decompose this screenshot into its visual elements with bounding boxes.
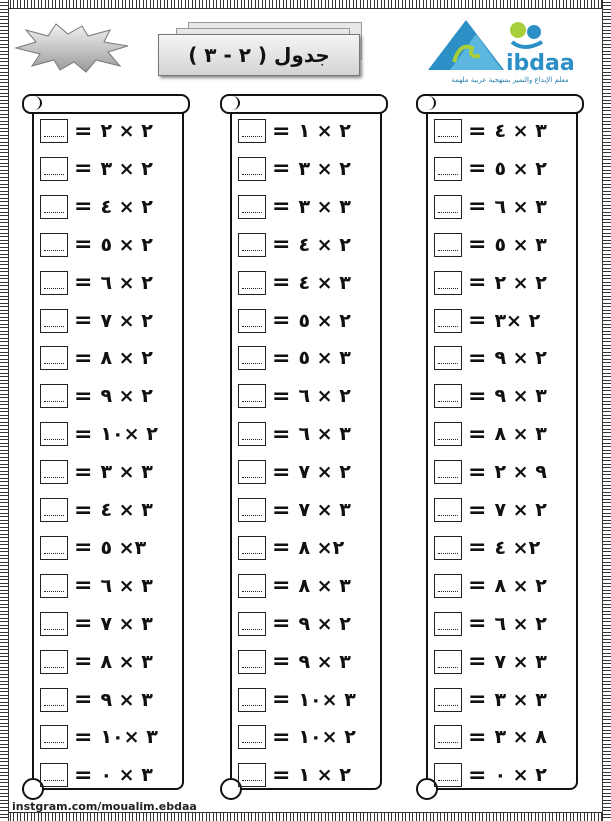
multiplication-expression: ٢ × ٥: [494, 157, 547, 180]
answer-box[interactable]: [238, 195, 266, 219]
equals-sign: =: [272, 724, 291, 750]
multiplication-expression: ٢ × ٢: [494, 271, 547, 294]
answer-box[interactable]: [40, 536, 68, 560]
answer-dotted-line: [44, 212, 64, 213]
equals-sign: =: [74, 611, 93, 637]
equals-sign: =: [272, 649, 291, 675]
equals-sign: =: [468, 687, 487, 712]
answer-box[interactable]: [238, 763, 266, 787]
answer-box[interactable]: [434, 536, 462, 560]
answer-dotted-line: [438, 250, 458, 251]
answer-dotted-line: [242, 439, 262, 440]
multiplication-expression: ٣ × ٣: [494, 688, 547, 711]
logo-wordmark: ibdaa: [506, 51, 575, 76]
answer-box[interactable]: [40, 309, 68, 333]
equals-sign: =: [74, 535, 93, 561]
equals-sign: =: [74, 383, 93, 409]
exercise-row: [428, 194, 568, 220]
exercise-row: [232, 762, 372, 788]
equals-sign: =: [468, 270, 487, 296]
multiplication-expression: ٢ × ٩: [100, 385, 153, 408]
answer-box[interactable]: [434, 384, 462, 408]
answer-box[interactable]: [40, 157, 68, 181]
equals-sign: =: [468, 421, 487, 447]
answer-dotted-line: [44, 477, 64, 478]
answer-box[interactable]: [40, 612, 68, 636]
exercise-row: [34, 345, 174, 371]
multiplication-expression: ٢ × ٩: [298, 612, 351, 635]
exercise-row: [428, 118, 568, 144]
exercise-row: [428, 649, 568, 675]
answer-dotted-line: [44, 629, 64, 630]
scroll-top-roll: [22, 94, 190, 114]
exercise-row: [232, 232, 372, 258]
equals-sign: =: [74, 194, 93, 220]
answer-box[interactable]: [40, 688, 68, 712]
equals-sign: =: [468, 724, 487, 750]
answer-dotted-line: [242, 250, 262, 251]
exercise-row: [428, 762, 568, 788]
exercise-row: [34, 118, 174, 144]
exercise-row: [428, 459, 568, 485]
answer-box[interactable]: [238, 422, 266, 446]
starburst-decoration: [12, 22, 130, 74]
multiplication-expression: ٣ × ٠: [100, 764, 153, 787]
answer-dotted-line: [44, 136, 64, 137]
answer-box[interactable]: [434, 460, 462, 484]
answer-dotted-line: [44, 553, 64, 554]
exercise-row: [232, 724, 372, 750]
exercise-row: [34, 649, 174, 675]
answer-dotted-line: [438, 212, 458, 213]
answer-box[interactable]: [40, 574, 68, 598]
multiplication-expression: ٢× ٤: [494, 536, 541, 559]
exercise-row: [232, 573, 372, 599]
equals-sign: =: [468, 194, 487, 220]
answer-box[interactable]: [238, 460, 266, 484]
answer-dotted-line: [44, 780, 64, 781]
answer-dotted-line: [242, 629, 262, 630]
answer-box[interactable]: [434, 763, 462, 787]
multiplication-expression: ٢ × ٧: [298, 461, 351, 484]
equals-sign: =: [74, 762, 93, 788]
equals-sign: =: [74, 497, 93, 523]
answer-dotted-line: [44, 515, 64, 516]
multiplication-expression: ٣ × ٩: [494, 385, 547, 408]
exercise-row: [232, 156, 372, 182]
page-title: جدول ( ٢ - ٣ ): [188, 43, 330, 67]
answer-dotted-line: [438, 401, 458, 402]
equals-sign: =: [468, 762, 487, 788]
answer-box[interactable]: [238, 271, 266, 295]
multiplication-expression: ٣ × ٤: [494, 120, 547, 142]
multiplication-expression: ٣ × ٦: [298, 423, 351, 446]
exercise-row: [232, 118, 372, 144]
answer-dotted-line: [438, 591, 458, 592]
equals-sign: =: [468, 649, 487, 675]
answer-box[interactable]: [434, 574, 462, 598]
answer-dotted-line: [242, 742, 262, 743]
equals-sign: =: [468, 611, 487, 637]
exercise-row: [34, 724, 174, 750]
answer-box[interactable]: [238, 688, 266, 712]
answer-box[interactable]: [434, 233, 462, 257]
answer-box[interactable]: [238, 233, 266, 257]
equals-sign: =: [272, 535, 291, 561]
answer-box[interactable]: [238, 309, 266, 333]
answer-box[interactable]: [238, 157, 266, 181]
answer-box[interactable]: [40, 763, 68, 787]
answer-dotted-line: [438, 174, 458, 175]
equals-sign: =: [468, 345, 487, 371]
answer-dotted-line: [438, 629, 458, 630]
answer-dotted-line: [242, 212, 262, 213]
exercise-row: [428, 232, 568, 258]
equals-sign: =: [74, 345, 93, 371]
multiplication-expression: ٩ × ٢: [494, 461, 547, 484]
multiplication-expression: ٢ × ٢: [100, 120, 153, 142]
exercise-row: [428, 535, 568, 561]
exercise-row: [232, 345, 372, 371]
equals-sign: =: [74, 687, 93, 712]
answer-dotted-line: [44, 326, 64, 327]
answer-box[interactable]: [434, 688, 462, 712]
answer-dotted-line: [44, 742, 64, 743]
answer-dotted-line: [242, 174, 262, 175]
equals-sign: =: [272, 308, 291, 333]
answer-box[interactable]: [434, 422, 462, 446]
answer-box[interactable]: [238, 384, 266, 408]
exercise-row: [34, 308, 174, 334]
answer-dotted-line: [44, 705, 64, 706]
answer-dotted-line: [438, 439, 458, 440]
exercise-row: [34, 194, 174, 220]
multiplication-expression: ٣ × ٨: [494, 423, 547, 446]
answer-dotted-line: [242, 553, 262, 554]
multiplication-expression: ٢ × ١: [298, 764, 351, 787]
answer-dotted-line: [438, 477, 458, 478]
multiplication-expression: ٣ × ٤: [100, 499, 153, 521]
answer-dotted-line: [242, 401, 262, 402]
answer-dotted-line: [44, 439, 64, 440]
answer-box[interactable]: [434, 271, 462, 295]
equals-sign: =: [468, 459, 487, 485]
answer-dotted-line: [44, 591, 64, 592]
answer-dotted-line: [438, 705, 458, 706]
answer-dotted-line: [438, 288, 458, 289]
answer-box[interactable]: [40, 725, 68, 749]
answer-box[interactable]: [40, 498, 68, 522]
multiplication-expression: ٢ × ٣: [298, 157, 351, 180]
multiplication-expression: ٢ × ٦: [494, 612, 547, 635]
answer-dotted-line: [242, 136, 262, 137]
exercise-row: [428, 573, 568, 599]
answer-dotted-line: [438, 136, 458, 137]
answer-dotted-line: [44, 250, 64, 251]
equals-sign: =: [272, 687, 291, 712]
exercise-row: [34, 459, 174, 485]
multiplication-expression: ٢ × ٧: [100, 309, 153, 332]
exercise-row: [34, 762, 174, 788]
multiplication-expression: ٣ × ٧: [494, 650, 547, 673]
exercise-row: [232, 194, 372, 220]
equals-sign: =: [272, 270, 291, 296]
answer-box[interactable]: [434, 346, 462, 370]
exercise-row: [34, 687, 174, 713]
equals-sign: =: [74, 232, 93, 258]
multiplication-expression: ٢ × ٤: [298, 233, 351, 256]
exercise-row: [428, 156, 568, 182]
answer-dotted-line: [242, 591, 262, 592]
answer-box[interactable]: [238, 536, 266, 560]
equals-sign: =: [272, 383, 291, 409]
exercise-row: [34, 232, 174, 258]
multiplication-expression: ٢ ×١٠: [100, 423, 158, 446]
equals-sign: =: [74, 459, 93, 485]
answer-box[interactable]: [238, 725, 266, 749]
multiplication-expression: ٢ × ٣: [100, 157, 153, 180]
equals-sign: =: [272, 156, 291, 182]
exercise-row: [34, 535, 174, 561]
scroll-top-roll: [416, 94, 584, 114]
equals-sign: =: [272, 573, 291, 599]
exercise-row: [34, 421, 174, 447]
exercise-row: [34, 611, 174, 637]
answer-box[interactable]: [238, 612, 266, 636]
answer-dotted-line: [44, 288, 64, 289]
footer-credit: instgram.com/moualim.ebdaa: [12, 800, 197, 813]
answer-dotted-line: [44, 667, 64, 668]
exercise-row: [428, 611, 568, 637]
answer-dotted-line: [44, 363, 64, 364]
answer-dotted-line: [44, 401, 64, 402]
multiplication-expression: ٣ ×١٠: [298, 688, 356, 711]
answer-box[interactable]: [434, 119, 462, 143]
exercise-row: [232, 459, 372, 485]
exercise-row: [428, 308, 568, 334]
exercise-scroll-left: [22, 92, 190, 800]
answer-box[interactable]: [40, 650, 68, 674]
answer-box[interactable]: [434, 498, 462, 522]
equals-sign: =: [468, 118, 487, 144]
answer-box[interactable]: [434, 650, 462, 674]
multiplication-expression: ٣ × ٦: [494, 195, 547, 218]
page-border-top: [0, 0, 611, 9]
exercise-row: [34, 573, 174, 599]
title-card: [158, 34, 360, 76]
equals-sign: =: [468, 573, 487, 599]
exercise-row: [428, 383, 568, 409]
equals-sign: =: [74, 270, 93, 296]
answer-box[interactable]: [434, 195, 462, 219]
multiplication-expression: ٢ ×٣: [494, 309, 541, 332]
exercise-row: [34, 156, 174, 182]
multiplication-expression: ٣ × ٩: [298, 650, 351, 673]
multiplication-expression: ٣ × ٨: [298, 574, 351, 597]
multiplication-expression: ٢ × ٥: [100, 233, 153, 256]
multiplication-expression: ٣ × ٣: [100, 461, 153, 484]
answer-box[interactable]: [40, 119, 68, 143]
multiplication-expression: ٢ × ٦: [298, 385, 351, 408]
exercise-row: [428, 421, 568, 447]
answer-box[interactable]: [40, 233, 68, 257]
multiplication-expression: ٣ × ٥: [494, 233, 547, 256]
exercise-row: [232, 687, 372, 713]
exercise-row: [232, 308, 372, 334]
equals-sign: =: [272, 194, 291, 220]
exercise-row: [232, 383, 372, 409]
equals-sign: =: [272, 611, 291, 637]
exercise-row: [34, 270, 174, 296]
answer-box[interactable]: [238, 650, 266, 674]
exercise-row: [232, 270, 372, 296]
equals-sign: =: [74, 573, 93, 599]
multiplication-expression: ٢ × ٤: [100, 195, 153, 218]
exercise-row: [428, 687, 568, 713]
exercise-row: [34, 497, 174, 523]
multiplication-expression: ٢ × ٠: [494, 764, 547, 787]
answer-box[interactable]: [434, 725, 462, 749]
equals-sign: =: [272, 762, 291, 788]
answer-dotted-line: [242, 515, 262, 516]
page-border-left: [0, 0, 9, 821]
answer-box[interactable]: [434, 309, 462, 333]
equals-sign: =: [272, 345, 291, 371]
multiplication-expression: ٢ × ٦: [100, 271, 153, 294]
equals-sign: =: [272, 459, 291, 485]
multiplication-expression: ٣ × ٩: [100, 688, 153, 711]
answer-box[interactable]: [40, 346, 68, 370]
multiplication-expression: ٢ × ٨: [494, 574, 547, 597]
answer-dotted-line: [242, 705, 262, 706]
answer-dotted-line: [242, 326, 262, 327]
equals-sign: =: [272, 497, 291, 523]
equals-sign: =: [74, 421, 93, 447]
multiplication-expression: ٨ × ٣: [494, 726, 547, 749]
answer-dotted-line: [242, 363, 262, 364]
answer-dotted-line: [438, 553, 458, 554]
multiplication-expression: ٢ × ٥: [298, 309, 351, 332]
multiplication-expression: ٣ × ٤: [298, 271, 351, 294]
answer-dotted-line: [242, 780, 262, 781]
equals-sign: =: [74, 308, 93, 333]
exercise-scroll-middle: [220, 92, 388, 800]
multiplication-expression: ٣ × ٦: [100, 574, 153, 597]
multiplication-expression: ٢ × ١: [298, 120, 351, 142]
exercise-row: [428, 724, 568, 750]
multiplication-expression: ٢ ×١٠: [298, 726, 356, 749]
exercise-scroll-right: [416, 92, 584, 800]
answer-dotted-line: [242, 667, 262, 668]
multiplication-expression: ٢ × ٩: [494, 347, 547, 370]
equals-sign: =: [74, 724, 93, 750]
answer-dotted-line: [438, 363, 458, 364]
equals-sign: =: [74, 118, 93, 144]
equals-sign: =: [74, 156, 93, 182]
answer-dotted-line: [438, 515, 458, 516]
exercise-row: [232, 497, 372, 523]
equals-sign: =: [74, 649, 93, 675]
equals-sign: =: [468, 308, 487, 333]
equals-sign: =: [272, 232, 291, 258]
answer-dotted-line: [438, 780, 458, 781]
answer-dotted-line: [242, 477, 262, 478]
title-banner: [158, 22, 373, 78]
exercise-row: [232, 649, 372, 675]
equals-sign: =: [272, 421, 291, 447]
answer-dotted-line: [438, 742, 458, 743]
answer-box[interactable]: [238, 119, 266, 143]
exercise-row: [232, 421, 372, 447]
exercise-row: [34, 383, 174, 409]
scroll-top-roll: [220, 94, 388, 114]
answer-box[interactable]: [40, 460, 68, 484]
equals-sign: =: [468, 383, 487, 409]
answer-box[interactable]: [40, 384, 68, 408]
multiplication-expression: ٣ × ٨: [100, 650, 153, 673]
multiplication-expression: ٣× ٥: [100, 536, 147, 559]
page-border-bottom: [0, 812, 611, 821]
multiplication-expression: ٣ × ٥: [298, 347, 351, 370]
answer-box[interactable]: [40, 271, 68, 295]
exercise-row: [428, 270, 568, 296]
multiplication-expression: ٣ ×١٠: [100, 726, 158, 749]
exercise-row: [232, 535, 372, 561]
exercise-row: [428, 345, 568, 371]
exercise-row: [232, 611, 372, 637]
logo-slogan: معلم الإبداع والتميز بمنهجية عربية ملهمة: [451, 76, 569, 84]
multiplication-expression: ٣ × ٧: [298, 499, 351, 521]
equals-sign: =: [468, 497, 487, 523]
equals-sign: =: [468, 535, 487, 561]
answer-dotted-line: [438, 326, 458, 327]
answer-dotted-line: [242, 288, 262, 289]
answer-box[interactable]: [238, 346, 266, 370]
answer-box[interactable]: [40, 422, 68, 446]
answer-dotted-line: [438, 667, 458, 668]
multiplication-expression: ٣ × ٧: [100, 612, 153, 635]
answer-box[interactable]: [434, 157, 462, 181]
equals-sign: =: [468, 232, 487, 258]
answer-box[interactable]: [238, 574, 266, 598]
answer-box[interactable]: [434, 612, 462, 636]
answer-box[interactable]: [238, 498, 266, 522]
multiplication-expression: ٢ × ٧: [494, 499, 547, 521]
multiplication-expression: ٣ × ٣: [298, 195, 351, 218]
multiplication-expression: ٢ × ٨: [100, 347, 153, 370]
answer-box[interactable]: [40, 195, 68, 219]
multiplication-expression: ٢× ٨: [298, 536, 345, 559]
answer-dotted-line: [44, 174, 64, 175]
page-border-right: [602, 0, 611, 821]
equals-sign: =: [468, 156, 487, 182]
exercise-row: [428, 497, 568, 523]
equals-sign: =: [272, 118, 291, 144]
